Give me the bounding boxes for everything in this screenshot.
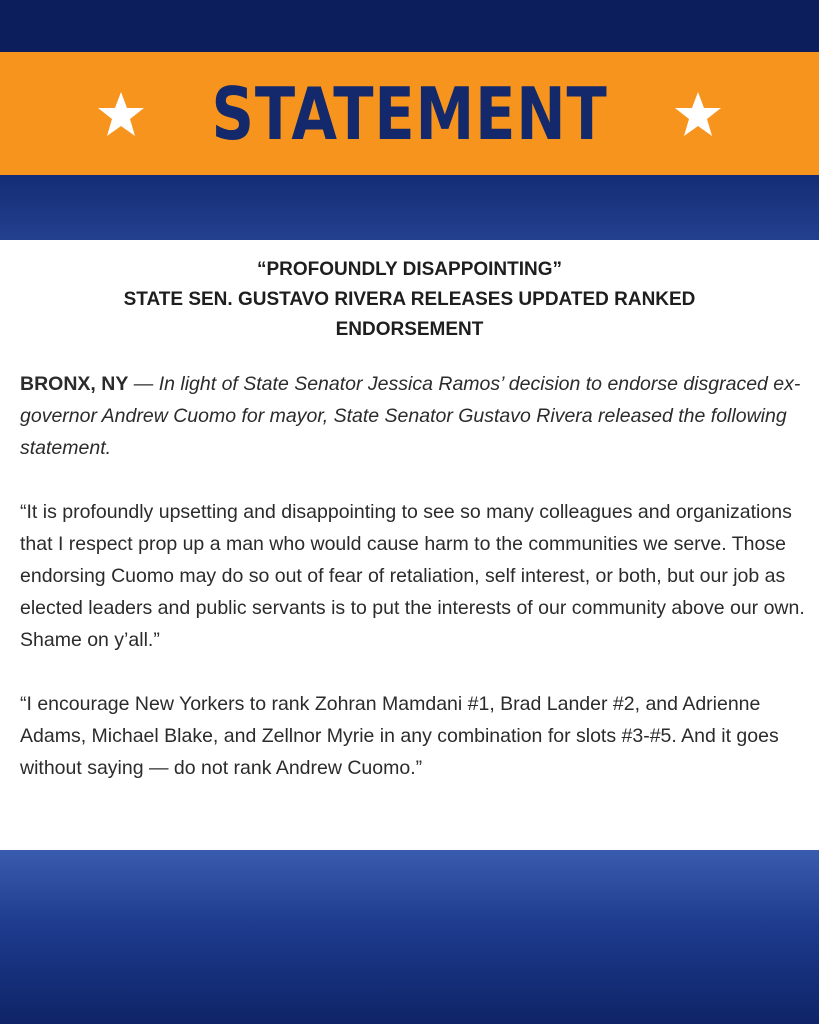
mid-navy-band — [0, 175, 819, 240]
headline-line-2: STATE SEN. GUSTAVO RIVERA RELEASES UPDATED RANKED — [123, 289, 696, 310]
dateline: BRONX, NY — [20, 373, 129, 395]
lead-text: In light of State Senator Jessica Ramos’ decision to endorse disgraced ex-governor Andrew Cuomo for mayor, State Senator Gustavo Rivera released the following statement. — [20, 373, 801, 459]
dateline-dash: — — [128, 373, 159, 395]
star-icon — [673, 89, 723, 139]
bottom-navy-band — [0, 850, 819, 1024]
statement-banner — [0, 52, 819, 175]
statement-content — [0, 240, 819, 850]
headline-line-1: “PROFOUNDLY DISAPPOINTING” — [256, 259, 563, 280]
headline — [0, 255, 819, 345]
quote-paragraph-1: “It is profoundly upsetting and disappointing to see so many colleagues and organizations that I respect prop up a man who would cause harm to the communities we serve. Those endorsing Cuomo may do so out of fear of retaliation, self interest, or both, but our job as elected leaders and public servants is to put the interests of our community above our own. Shame on y’all.” — [20, 501, 805, 651]
star-icon — [96, 89, 146, 139]
lead-paragraph — [20, 368, 810, 464]
statement-body — [20, 368, 810, 816]
quote-paragraph-2: “I encourage New Yorkers to rank Zohran Mamdani #1, Brad Lander #2, and Adrienne Adams, Michael Blake, and Zellnor Myrie in any combination for slots #3-#5. And it goes without saying — do not rank Andrew Cuomo.” — [20, 693, 779, 779]
headline-line-3: ENDORSEMENT — [335, 319, 484, 340]
top-navy-band — [0, 0, 819, 52]
banner-title: STATEMENT — [211, 71, 608, 156]
